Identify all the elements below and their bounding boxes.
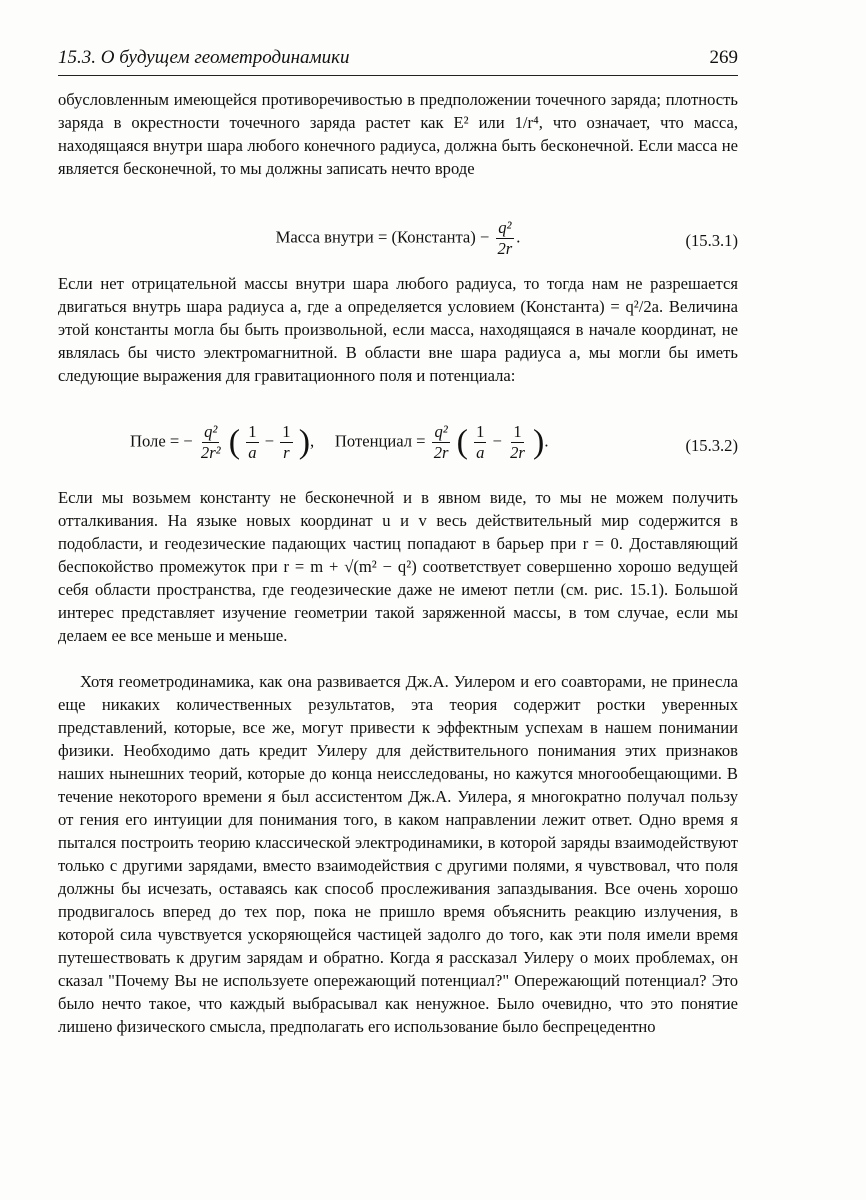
fraction xyxy=(495,218,514,259)
fraction xyxy=(246,422,258,463)
denominator: 2r xyxy=(497,239,513,258)
equation-body xyxy=(58,218,738,259)
right-paren: ) xyxy=(533,423,545,461)
denominator: 2r xyxy=(510,443,525,462)
paragraph-text: Если мы возьмем константу не бесконечной и в явном виде, то мы не можем получить отталкивания. На языке новых координат u и v весь действительный мир содержится в подобласти, и геодезические падающих частиц попадают в барьер при r = 0. Доставляющий беспокойство промежуток при r = m + √(m² − q²) соответствует совершенно хорошо ведущей себя области пространства, где геодезические даже не имеют петли (см. рис. 15.1). Большой интерес представляет изучение геометрии такой заряженной массы, в том случае, если мы делаем ее все меньше и меньше. xyxy=(58,488,738,645)
paragraph-text: Если нет отрицательной массы внутри шара любого радиуса, то тогда нам не разрешается двигаться внутрь шара радиуса a, где a определяется условием (Константа) = q²/2a. Величина этой константы могла бы быть произвольной, если масса, находящаяся в начале координат, не являлась бы чисто электромагнитной. В области вне шара радиуса a, мы могли бы иметь следующие выражения для гравитационного поля и потенциала: xyxy=(58,274,738,385)
denominator: 2r² xyxy=(200,443,221,462)
paragraph-text: Хотя геометродинамика, как она развивается Дж.А. Уилером и его соавторами, не принесла еще никаких количественных результатов, эта теория содержит ростки уверенных представлений, которые, все же, могут привести к эффектным успехам в нашем понимании физики. Необходимо дать кредит Уилеру для действительного понимания этих признаков наших нынешних теорий, которые до конца неисследованы, но кажутся многообещающими. В течение некоторого времени я был ассистентом Дж.А. Уилера, я многократно получал пользу от гения его интуиции для понимания того, в каком направлении лежит ответ. Одно время я пытался построить теорию классической электродинамики, в которой заряды взаимодействуют только с другими зарядами, вместо взаимодействия с другими полями, я чувствовал, что поля должны бы исчезать, оставаясь как способ прослеживания запаздывания. Все очень хорошо продвигалось вперед до тех пор, пока не пришло время объяснить реакцию излучения, в которой сила чувствуется ускоряющейся частицей задолго до того, как эти поля имели время путешествовать к другим зарядам и обратно. Когда я рассказал Уилеру о моих проблемах, он сказал "Почему Вы не используете опережающий потенциал?" Опережающий потенциал? Это было нечто такое, что каждый выбрасывал как ненужное. Было очевидно, что это понятие лишено физического смысла, предполагать его использование было беспрецедентно xyxy=(58,672,738,1036)
fraction xyxy=(280,422,292,463)
paragraph-4 xyxy=(58,670,738,1038)
paragraph-text: обусловленным имеющейся противоречивостью в предположении точечного заряда; плотность заряда в окрестности точечного заряда растет как E² или 1/r⁴, что означает, что масса, находящаяся внутри шара любого конечного радиуса, должна быть бесконечной. Если масса не является бесконечной, то мы должны записать нечто вроде xyxy=(58,90,738,178)
denominator: 2r xyxy=(433,443,449,462)
equation-15-3-1 xyxy=(58,218,738,266)
equation-body xyxy=(130,422,738,463)
paragraph-3 xyxy=(58,486,738,647)
fraction xyxy=(474,422,486,463)
section-title: 15.3. О будущем геометродинамики xyxy=(58,47,350,68)
fraction xyxy=(432,422,451,463)
equation-tail: . xyxy=(516,227,521,247)
numerator: q² xyxy=(204,422,218,441)
denominator: r xyxy=(283,443,290,462)
denominator: a xyxy=(476,443,485,462)
right-paren: ) xyxy=(298,423,311,461)
paragraph-2 xyxy=(58,272,738,387)
page-number: 269 xyxy=(709,47,738,68)
numerator: q² xyxy=(498,218,512,237)
equation-15-3-2 xyxy=(58,422,738,474)
minus-sign: − xyxy=(264,431,275,451)
denominator: a xyxy=(248,443,257,462)
minus-sign: − xyxy=(492,431,502,451)
numerator: 1 xyxy=(476,422,485,441)
left-paren: ( xyxy=(228,423,241,461)
numerator: 1 xyxy=(282,422,291,441)
numerator: 1 xyxy=(513,422,522,441)
equation-lhs: Масса внутри = (Константа) − xyxy=(275,227,490,247)
fraction xyxy=(199,422,223,463)
equation-tail: . xyxy=(544,431,549,451)
paragraph-1 xyxy=(58,88,738,180)
equation-number: (15.3.1) xyxy=(685,231,738,250)
comma: , xyxy=(310,431,315,451)
numerator: q² xyxy=(434,422,448,441)
running-header xyxy=(58,40,738,76)
equation-number: (15.3.2) xyxy=(685,436,738,455)
numerator: 1 xyxy=(248,422,257,441)
potential-lhs: Потенциал = xyxy=(334,431,426,451)
left-paren: ( xyxy=(456,423,468,461)
field-lhs: Поле = − xyxy=(130,431,193,451)
fraction xyxy=(508,422,527,463)
